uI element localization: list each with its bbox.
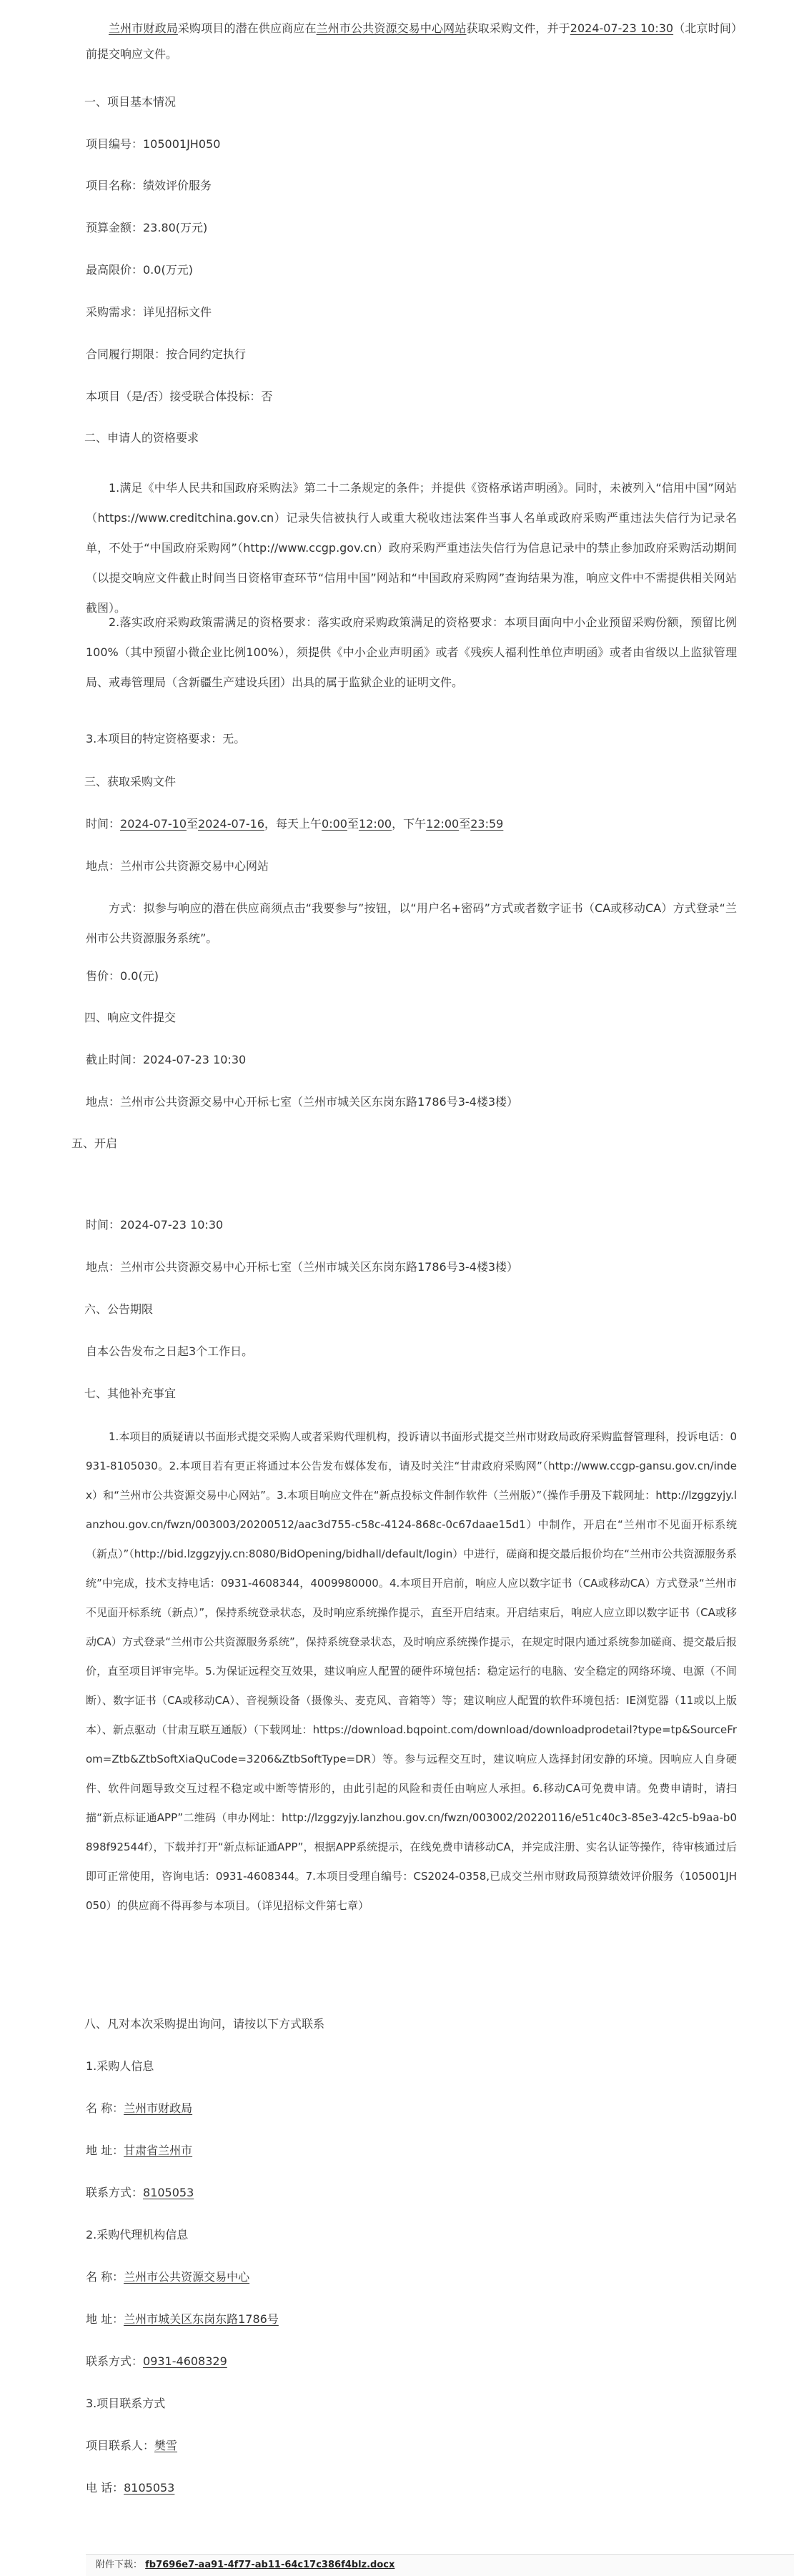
procurement-requirement: 采购需求：详见招标文件 <box>86 305 212 319</box>
agency-contact: 联系方式：0931-4608329 <box>86 2354 227 2368</box>
project-contact-person: 项目联系人：樊雪 <box>86 2439 178 2452</box>
acquire-method: 方式：拟参与响应的潜在供应商须点击“我要参与”按钮，以“用户名+密码”方式或者数字证书（CA或移动CA）方式登录“兰州市公共资源服务系统”。 <box>86 901 737 945</box>
project-name: 项目名称：绩效评价服务 <box>86 179 212 192</box>
purchaser-address: 地 址：甘肃省兰州市 <box>86 2144 193 2157</box>
project-contact-title: 3.项目联系方式 <box>86 2397 166 2410</box>
deadline-date: 2024-07-23 10:30 <box>570 21 674 35</box>
acquire-time: 时间：2024-07-10至2024-07-16，每天上午0:00至12:00，下午12:00至23:59 <box>86 817 504 831</box>
qualification-1: 1.满足《中华人民共和国政府采购法》第二十二条规定的条件；并提供《资格承诺声明函》。同时，未被列入“信用中国”网站（https://www.creditchina.gov.cn）记录失信被执行人或重大税收违法案件当事人名单或政府采购严重违法失信行为记录名单，不处于“中国政府采购网”（http://www.ccgp.gov.cn）政府采购严重违法失信行为信息记录中的禁止参加政府采购活动期间（以提交响应文件截止时间当日资格审查环节“信用中国”网站和“中国政府采购网”查询结果为准，响应文件中不需提供相关网站截图）。 <box>86 481 737 615</box>
purchaser-link[interactable]: 兰州市财政局 <box>109 21 178 35</box>
section-7-title: 七、其他补充事宜 <box>84 1387 177 1400</box>
acquire-place: 地点：兰州市公共资源交易中心网站 <box>86 859 269 873</box>
supplementary-matters: 1.本项目的质疑请以书面形式提交采购人或者采购代理机构，投诉请以书面形式提交兰州市财政局政府采购监督管理科，投诉电话：0931-8105030。2.本项目若有更正将通过本公告发布媒体发布，请及时关注“甘肃政府采购网”（http://www.ccgp-gansu.gov.cn/index）和“兰州市公共资源交易中心网站”。3.本项目响应文件在“新点投标文件制作软件（兰州版）”（操作手册及下载网址：http://lzggzyjy.lanzhou.gov.cn/fwzn/003003/20200512/aac3d755-c58c-4124-868c-0c67daae15d1）中制作，开启在“兰州市不见面开标系统（新点）”（http://bid.lzggzyjy.cn:8080/BidOpening/bidhall/default/login）中进行，磋商和提交最后报价均在“兰州市公共资源服务系统”中完成，技术支持电话：0931-4608344，4009980000。4.本项目开启前，响应人应以数字证书（CA或移动CA）方式登录“兰州市不见面开标系统（新点）”，保持系统登录状态，及时响应系统操作提示，直至开启结束。开启结束后，响应人应立即以数字证书（CA或移动CA）方式登录“兰州市公共资源服务系统”，保持系统登录状态，及时响应系统操作提示，在规定时限内通过系统参加磋商、提交最后报价，直至项目评审完毕。5.为保证远程交互效果，建议响应人配置的硬件环境包括：稳定运行的电脑、安全稳定的网络环境、电源（不间断）、数字证书（CA或移动CA）、音视频设备（摄像头、麦克风、音箱等）等；建议响应人配置的软件环境包括：IE浏览器（11或以上版本）、新点驱动（甘肃互联互通版）（下载网址：https://download.bqpoint.com/download/downloadprodetail?type=tp&SourceFrom=Ztb&ZtbSoftXiaQuCode=3206&ZtbSoftType=DR）等。参与远程交互时，建议响应人选择封闭安静的环境。因响应人自身硬件、软件问题导致交互过程不稳定或中断等情形的，由此引起的风险和责任由响应人承担。6.移动CA可免费申请。免费申请时，请扫描“新点标证通APP”二维码（申办网址：http://lzggzyjy.lanzhou.gov.cn/fwzn/003002/20220116/e51c40c3-85e3-42c5-b9aa-b0898f92544f），下载并打开“新点标证通APP”，根据APP系统提示，在线免费申请移动CA，并完成注册、实名认证等操作，待审核通过后即可正常使用，咨询电话：0931-4608344。7.本项目受理自编号：CS2024-0358,已成交兰州市财政局预算绩效评价服务（105001JH050）的供应商不得再参与本项目。（详见招标文件第七章） <box>86 1430 737 1912</box>
agency-info-title: 2.采购代理机构信息 <box>86 2228 189 2241</box>
project-contact-phone: 电 话：8105053 <box>86 2481 175 2495</box>
attachment-label: 附件下载： <box>96 2560 143 2570</box>
section-8-title: 八、凡对本次采购提出询问，请按以下方式联系 <box>84 2017 325 2031</box>
purchaser-info-title: 1.采购人信息 <box>86 2059 154 2073</box>
attachment-download-link[interactable]: fb7696e7-aa91-4f77-ab11-64c17c386f4blz.docx <box>145 2560 395 2570</box>
submission-place: 地点：兰州市公共资源交易中心开标七室（兰州市城关区东岗东路1786号3-4楼3楼） <box>86 1095 519 1109</box>
purchaser-contact: 联系方式：8105053 <box>86 2186 194 2199</box>
opening-time: 时间：2024-07-23 10:30 <box>86 1218 224 1232</box>
max-price: 最高限价：0.0(万元) <box>86 263 193 277</box>
intro-text: 采购项目的潜在供应商应在 <box>177 21 317 35</box>
notice-period: 自本公告发布之日起3个工作日。 <box>86 1344 254 1358</box>
section-2-title: 二、申请人的资格要求 <box>84 431 199 445</box>
agency-name: 名 称：兰州市公共资源交易中心 <box>86 2270 250 2284</box>
document-price: 售价：0.0(元) <box>86 969 159 983</box>
section-5-title: 五、开启 <box>71 1136 118 1150</box>
intro-paragraph <box>86 16 737 67</box>
intro-text: 获取采购文件，并于 <box>466 21 570 35</box>
section-4-title: 四、响应文件提交 <box>84 1011 177 1024</box>
trading-center-link[interactable]: 兰州市公共资源交易中心网站 <box>316 21 467 35</box>
contract-period: 合同履行期限：按合同约定执行 <box>86 347 247 361</box>
consortium-accept: 本项目（是/否）接受联合体投标：否 <box>86 390 273 403</box>
project-number: 项目编号：105001JH050 <box>86 137 221 151</box>
section-3-title: 三、获取采购文件 <box>84 775 177 788</box>
section-6-title: 六、公告期限 <box>84 1302 154 1316</box>
budget-amount: 预算金额：23.80(万元) <box>86 221 208 234</box>
agency-address: 地 址：兰州市城关区东岗东路1786号 <box>86 2312 279 2326</box>
attachment-bar <box>86 2554 794 2576</box>
opening-place: 地点：兰州市公共资源交易中心开标七室（兰州市城关区东岗东路1786号3-4楼3楼） <box>86 1260 519 1274</box>
intro-text: （北京时间）前提交响应文件。 <box>86 21 737 61</box>
qualification-2: 2.落实政府采购政策需满足的资格要求：落实政府采购政策满足的资格要求：本项目面向中小企业预留采购份额，预留比例100%（其中预留小微企业比例100%），须提供《中小企业声明函》或者《残疾人福利性单位声明函》或者由省级以上监狱管理局、戒毒管理局（含新疆生产建设兵团）出具的属于监狱企业的证明文件。 <box>86 615 737 689</box>
purchaser-name: 名 称：兰州市财政局 <box>86 2101 193 2115</box>
qualification-3: 3.本项目的特定资格要求：无。 <box>86 732 246 745</box>
section-1-title: 一、项目基本情况 <box>84 95 177 109</box>
submission-deadline: 截止时间：2024-07-23 10:30 <box>86 1053 247 1066</box>
